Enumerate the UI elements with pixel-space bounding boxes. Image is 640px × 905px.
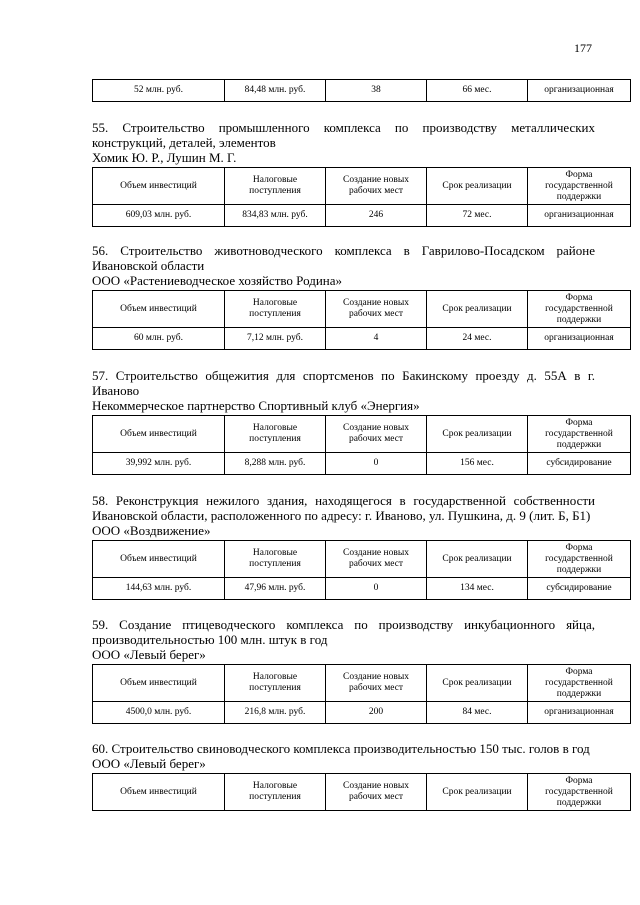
header-tax: Налоговые поступления <box>225 774 326 811</box>
table-header-row <box>93 416 631 453</box>
header-term: Срок реализации <box>427 665 528 702</box>
cell-investment: 609,03 млн. руб. <box>93 205 225 227</box>
table-row <box>93 205 631 227</box>
header-jobs: Создание новых рабочих мест <box>326 291 427 328</box>
project-organization: Хомик Ю. Р., Лушин М. Г. <box>92 150 237 165</box>
investment-table <box>92 415 631 475</box>
cell-term: 72 мес. <box>427 205 528 227</box>
header-term: Срок реализации <box>427 168 528 205</box>
header-investment: Объем инвестиций <box>93 168 225 205</box>
cell-jobs: 0 <box>326 453 427 475</box>
header-investment: Объем инвестиций <box>93 774 225 811</box>
header-tax: Налоговые поступления <box>225 541 326 578</box>
cell-support: организационная <box>528 80 631 102</box>
project-organization: ООО «Растениеводческое хозяйство Родина» <box>92 273 343 288</box>
project-organization: ООО «Воздвижение» <box>92 523 211 538</box>
project-60 <box>92 741 613 811</box>
table-header-row <box>93 291 631 328</box>
header-term: Срок реализации <box>427 541 528 578</box>
cell-jobs: 38 <box>326 80 427 102</box>
cell-support: субсидирование <box>528 453 631 475</box>
project-title: 59. Создание птицеводческого комплекса по производству инкубационного яйца, производительностью 100 млн. штук в год <box>92 617 595 647</box>
cell-support: организационная <box>528 328 631 350</box>
investment-table <box>92 664 631 724</box>
cell-investment: 60 млн. руб. <box>93 328 225 350</box>
table-header-row <box>93 541 631 578</box>
cell-tax: 8,288 млн. руб. <box>225 453 326 475</box>
project-continuation <box>92 79 614 102</box>
cell-jobs: 0 <box>326 578 427 600</box>
header-support: Форма государственной поддержки <box>528 291 631 328</box>
header-investment: Объем инвестиций <box>93 291 225 328</box>
header-support: Форма государственной поддержки <box>528 665 631 702</box>
header-jobs: Создание новых рабочих мест <box>326 665 427 702</box>
project-58 <box>92 493 613 600</box>
header-jobs: Создание новых рабочих мест <box>326 541 427 578</box>
investment-table <box>92 290 631 350</box>
header-investment: Объем инвестиций <box>93 541 225 578</box>
cell-jobs: 200 <box>326 702 427 724</box>
cell-term: 134 мес. <box>427 578 528 600</box>
header-tax: Налоговые поступления <box>225 416 326 453</box>
cell-investment: 52 млн. руб. <box>93 80 225 102</box>
project-organization: ООО «Левый берег» <box>92 647 206 662</box>
cell-tax: 216,8 млн. руб. <box>225 702 326 724</box>
project-title: 60. Строительство свиноводческого комплекса производительностью 150 тыс. голов в год <box>92 741 590 756</box>
header-jobs: Создание новых рабочих мест <box>326 416 427 453</box>
investment-table <box>92 79 631 102</box>
header-tax: Налоговые поступления <box>225 168 326 205</box>
table-header-row <box>93 168 631 205</box>
project-organization: Некоммерческое партнерство Спортивный клуб «Энергия» <box>92 398 420 413</box>
header-support: Форма государственной поддержки <box>528 168 631 205</box>
header-support: Форма государственной поддержки <box>528 416 631 453</box>
table-header-row <box>93 665 631 702</box>
page-number: 177 <box>574 41 592 55</box>
table-header-row <box>93 774 631 811</box>
header-support: Форма государственной поддержки <box>528 541 631 578</box>
table-row <box>93 578 631 600</box>
table-row <box>93 702 631 724</box>
cell-tax: 84,48 млн. руб. <box>225 80 326 102</box>
cell-investment: 4500,0 млн. руб. <box>93 702 225 724</box>
investment-table <box>92 773 631 811</box>
cell-investment: 39,992 млн. руб. <box>93 453 225 475</box>
cell-support: организационная <box>528 702 631 724</box>
header-term: Срок реализации <box>427 774 528 811</box>
cell-tax: 47,96 млн. руб. <box>225 578 326 600</box>
investment-table <box>92 540 631 600</box>
table-row <box>93 328 631 350</box>
cell-investment: 144,63 млн. руб. <box>93 578 225 600</box>
cell-jobs: 246 <box>326 205 427 227</box>
header-term: Срок реализации <box>427 416 528 453</box>
header-investment: Объем инвестиций <box>93 665 225 702</box>
header-tax: Налоговые поступления <box>225 291 326 328</box>
header-jobs: Создание новых рабочих мест <box>326 168 427 205</box>
project-59 <box>92 617 614 724</box>
table-row <box>93 453 631 475</box>
cell-term: 24 мес. <box>427 328 528 350</box>
cell-term: 66 мес. <box>427 80 528 102</box>
cell-tax: 7,12 млн. руб. <box>225 328 326 350</box>
cell-tax: 834,83 млн. руб. <box>225 205 326 227</box>
header-term: Срок реализации <box>427 291 528 328</box>
cell-term: 84 мес. <box>427 702 528 724</box>
project-55 <box>92 120 614 227</box>
project-organization: ООО «Левый берег» <box>92 756 206 771</box>
project-title: 55. Строительство промышленного комплекса по производству металлических конструкций, деталей, элементов <box>92 120 595 150</box>
project-title: 57. Строительство общежития для спортсменов по Бакинскому проезду д. 55А в г. Иваново <box>92 368 595 398</box>
cell-support: субсидирование <box>528 578 631 600</box>
project-title: 56. Строительство животноводческого комплекса в Гаврилово-Посадском районе Ивановской области <box>92 243 595 273</box>
header-jobs: Создание новых рабочих мест <box>326 774 427 811</box>
header-investment: Объем инвестиций <box>93 416 225 453</box>
project-title: 58. Реконструкция нежилого здания, находящегося в государственной собственности Ивановской области, расположенного по адресу: г. Иваново, ул. Пушкина, д. 9 (лит. Б, Б1) <box>92 493 595 523</box>
project-56 <box>92 243 614 350</box>
project-57 <box>92 368 613 475</box>
cell-jobs: 4 <box>326 328 427 350</box>
table-row <box>93 80 631 102</box>
investment-table <box>92 167 631 227</box>
cell-term: 156 мес. <box>427 453 528 475</box>
header-tax: Налоговые поступления <box>225 665 326 702</box>
cell-support: организационная <box>528 205 631 227</box>
header-support: Форма государственной поддержки <box>528 774 631 811</box>
